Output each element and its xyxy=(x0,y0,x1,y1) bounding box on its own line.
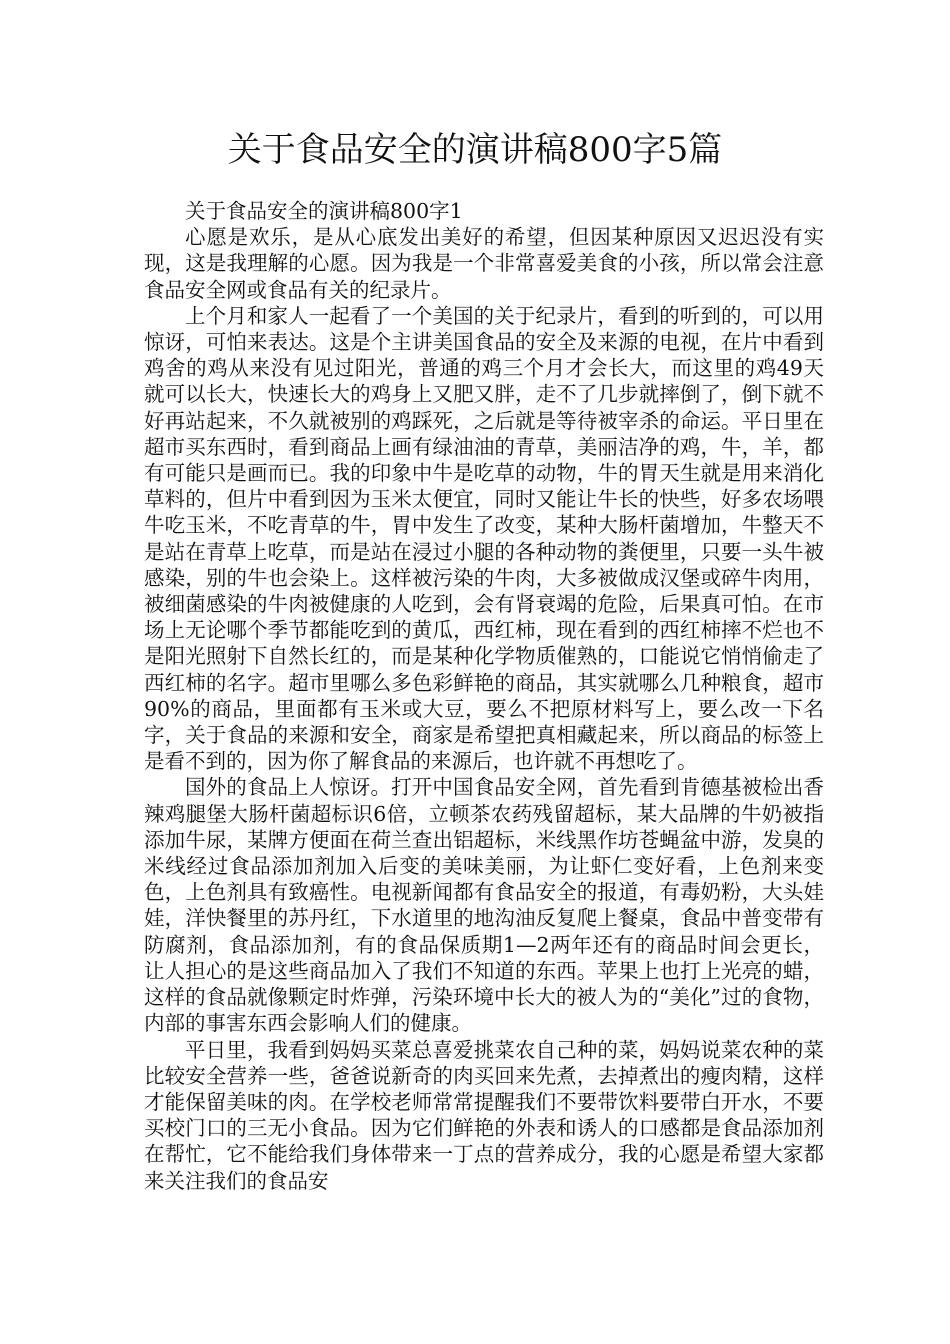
paragraph-4: 平日里，我看到妈妈买菜总喜爱挑菜农自己种的菜，妈妈说菜农种的菜比较安全营养一些，爸爸说新奇的肉买回来先煮，去掉煮出的瘦肉精，这样才能保留美味的肉。在学校老师常常提醒我们不要带饮料要带白开水，不要买校门口的三无小食品。因为它们鲜艳的外表和诱人的口感都是食品添加剂在帮忙，它不能给我们身体带来一丁点的营养成分，我的心愿是希望大家都来关注我们的食品安 xyxy=(144,1037,824,1193)
paragraph-3: 国外的食品上人惊讶。打开中国食品安全网，首先看到肯德基被检出香辣鸡腿堡大肠杆菌超标识6倍，立顿茶农药残留超标，某大品牌的牛奶被指添加牛尿，某牌方便面在荷兰查出铝超标，米线黑作坊苍蝇盆中游，发臭的米线经过食品添加剂加入后变的美味美丽，为让虾仁变好看，上色剂来变色，上色剂具有致癌性。电视新闻都有食品安全的报道，有毒奶粉，大头娃娃，洋快餐里的苏丹红，下水道里的地沟油反复爬上餐桌，食品中普变带有防腐剂，食品添加剂，有的食品保质期1—2两年还有的商品时间会更长，让人担心的是这些商品加入了我们不知道的东西。苹果上也打上光亮的蜡，这样的食品就像颗定时炸弹，污染环境中长大的被人为的“美化”过的食物，内部的事害东西会影响人们的健康。 xyxy=(144,775,824,1036)
document-body xyxy=(144,198,824,1194)
paragraph-1: 心愿是欢乐，是从心底发出美好的希望，但因某种原因又迟迟没有实现，这是我理解的心愿。因为我是一个非常喜爱美食的小孩，所以常会注意食品安全网或食品有关的纪录片。 xyxy=(144,225,824,302)
document-title: 关于食品安全的演讲稿800字5篇 xyxy=(227,130,723,170)
section-heading: 关于食品安全的演讲稿800字1 xyxy=(185,199,463,223)
paragraph-2: 上个月和家人一起看了一个美国的关于纪录片，看到的听到的，可以用惊讶，可怕来表达。这是个主讲美国食品的安全及来源的电视，在片中看到鸡舍的鸡从来没有见过阳光，普通的鸡三个月才会长大，而这里的鸡49天就可以长大，快速长大的鸡身上又肥又胖，走不了几步就摔倒了，倒下就不好再站起来，不久就被别的鸡踩死，之后就是等待被宰杀的命运。平日里在超市买东西时，看到商品上画有绿油油的青草，美丽洁净的鸡，牛，羊，都有可能只是画而已。我的印象中牛是吃草的动物，牛的胃天生就是用来消化草料的，但片中看到因为玉米太便宜，同时又能让牛长的快些，好多农场喂牛吃玉米，不吃青草的牛，胃中发生了改变，某种大肠杆菌增加，牛整天不是站在青草上吃草，而是站在浸过小腿的各种动物的粪便里，只要一头牛被感染，别的牛也会染上。这样被污染的牛肉，大多被做成汉堡或碎牛肉用，被细菌感染的牛肉被健康的人吃到，会有肾衰竭的危险，后果真可怕。在市场上无论哪个季节都能吃到的黄瓜，西红柿，现在看到的西红柿摔不烂也不是阳光照射下自然长红的，而是某种化学物质催熟的，口能说它悄悄偷走了西红柿的名字。超市里哪么多色彩鲜艳的商品，其实就哪么几种粮食，超市90%的商品，里面都有玉米或大豆，要么不把原材料写上，要么改一下名字，关于食品的来源和安全，商家是希望把真相藏起来，所以商品的标签上是看不到的，因为你了解食品的来源后，也许就不再想吃了。 xyxy=(144,303,824,774)
